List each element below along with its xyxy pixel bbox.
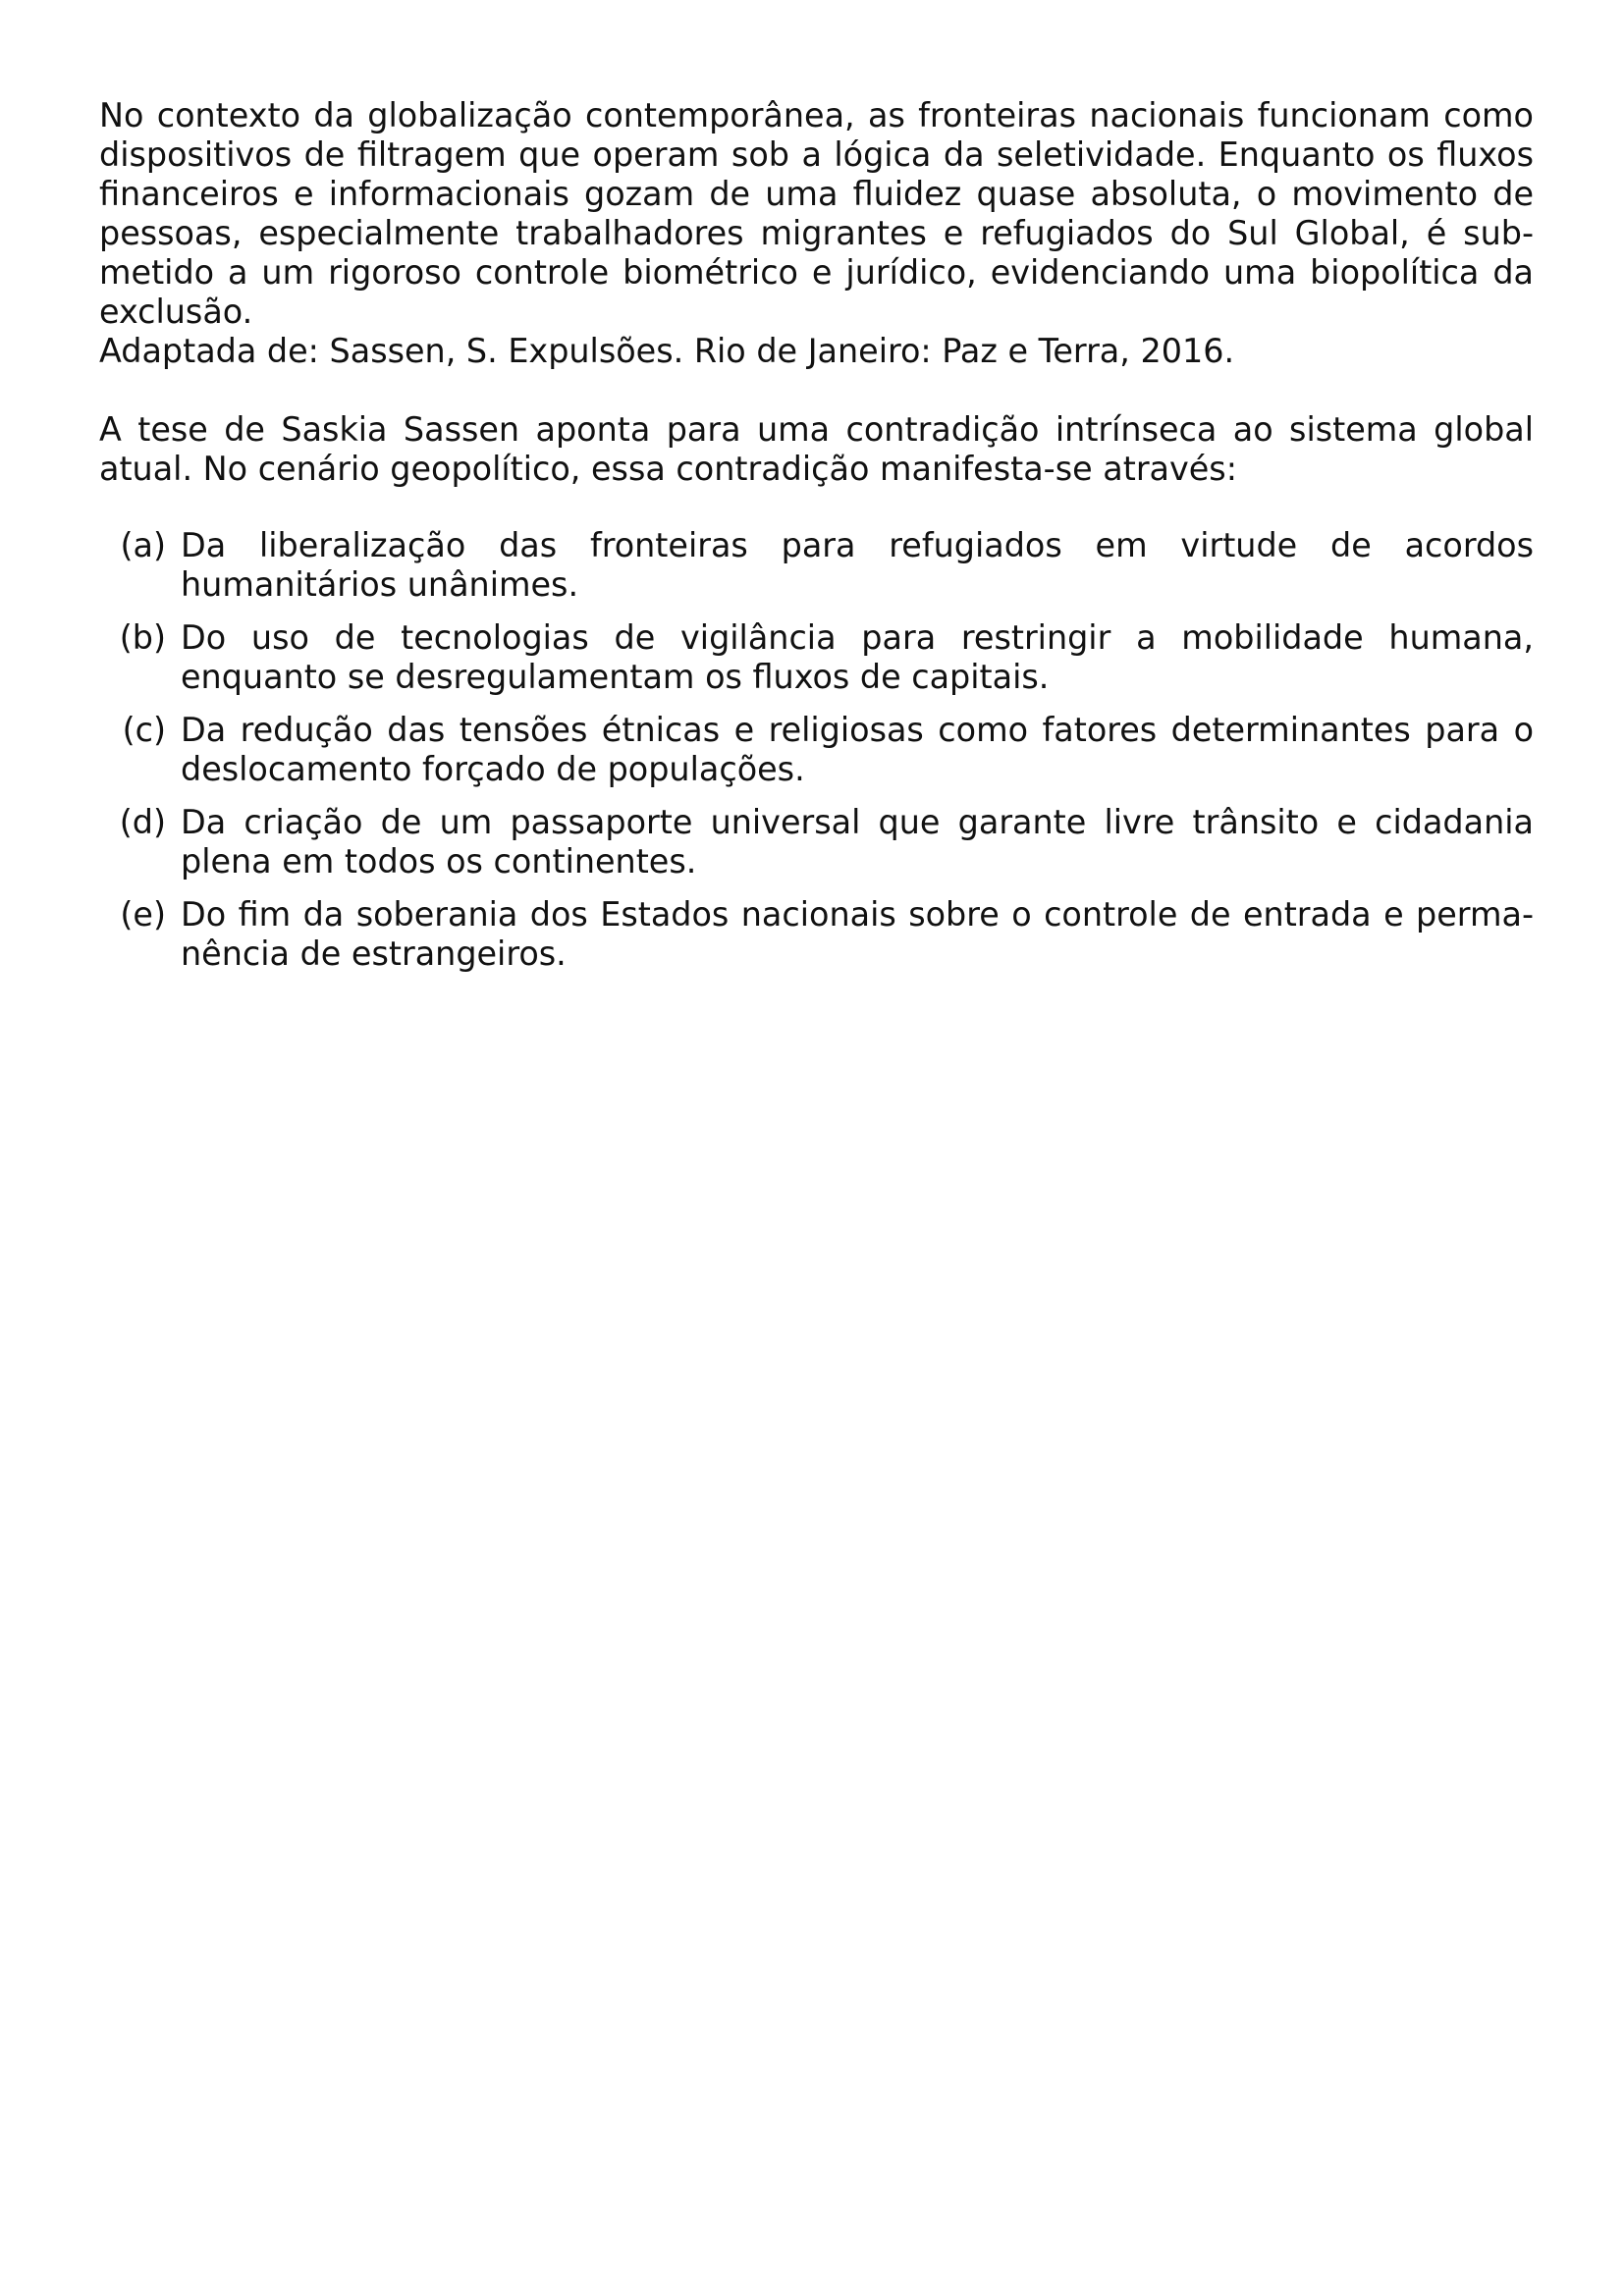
answer-options [99,526,1534,974]
passage-text: No contexto da globalização contemporânea, as fronteiras nacionais funcionam como dispositivos de filtragem que operam sob a lógica da seletividade. Enquanto os fluxos financeiros e informacionais gozam de uma fluidez quase absoluta, o movimento de pessoas, especialmente trabalhadores migrantes e refugiados do Sul Global, é submetido a um rigoroso controle biométrico e jurídico, evidenciando uma biopolítica da exclusão. [99,96,1534,331]
option-a[interactable] [99,526,1534,605]
option-b[interactable] [99,618,1534,697]
option-text: Da redução das tensões étnicas e religiosas como fatores determinantes para o deslocamento forçado de populações. [181,711,1534,788]
option-d[interactable] [99,803,1534,881]
option-text: Da criação de um passaporte universal que garante livre trânsito e cidadania plena em todos os continentes. [181,803,1534,881]
document-page [99,96,1534,988]
passage-source: Adaptada de: Sassen, S. Expulsões. Rio de Janeiro: Paz e Terra, 2016. [99,332,1235,370]
option-letter: (d) [119,803,166,841]
option-letter: (c) [122,711,166,749]
option-letter: (b) [119,618,166,657]
option-text: Da liberalização das fronteiras para refugiados em virtude de acordos humanitários unânimes. [181,526,1534,604]
option-e[interactable] [99,895,1534,974]
question-stem: A tese de Saskia Sassen aponta para uma contradição intrínseca ao sistema global atual. No cenário geopolítico, essa contradição manifesta-se através: [99,410,1534,488]
option-text: Do uso de tecnologias de vigilância para restringir a mobilidade humana, enquanto se desregulamentam os fluxos de capitais. [181,618,1534,696]
option-text: Do fim da soberania dos Estados nacionais sobre o controle de entrada e permanência de estrangeiros. [181,895,1534,973]
option-letter: (e) [120,895,166,934]
option-letter: (a) [120,526,166,564]
option-c[interactable] [99,711,1534,789]
